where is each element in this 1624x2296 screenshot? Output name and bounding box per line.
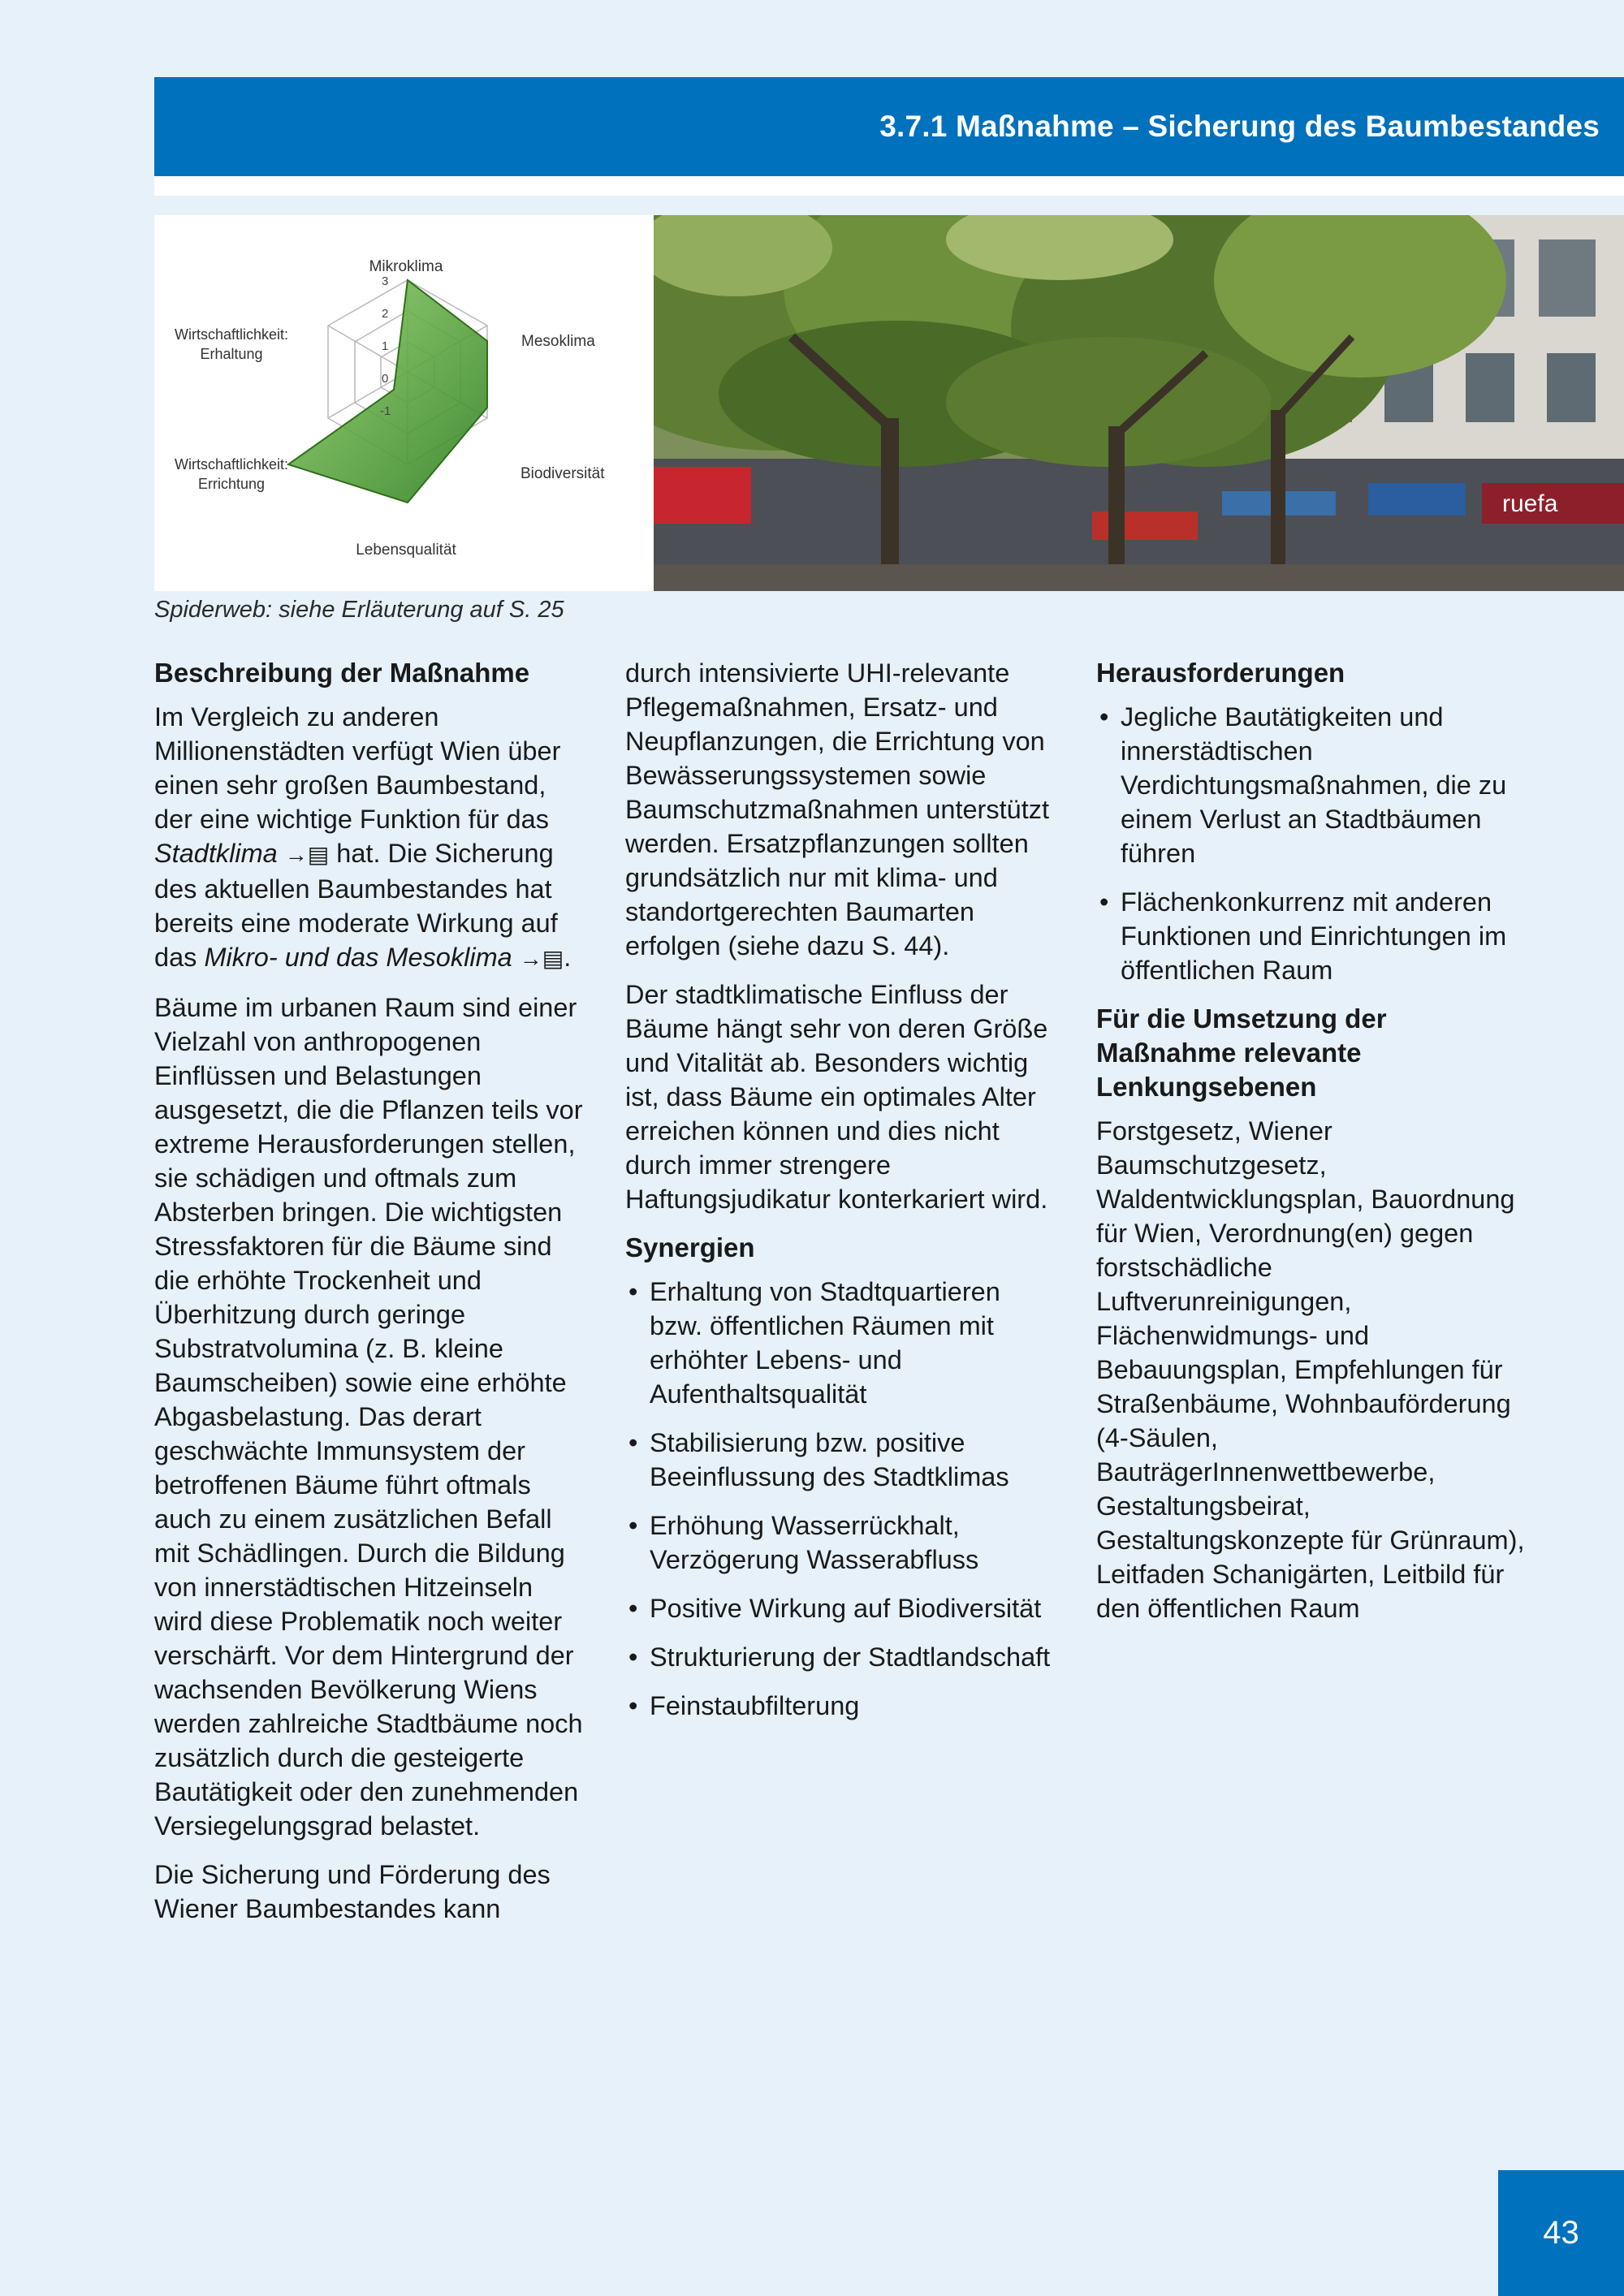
heading-herausforderungen: Herausforderungen — [1096, 658, 1345, 688]
spiderweb-chart — [154, 215, 654, 591]
paragraph-massnahmen: durch intensivierte UHI-relevante Pflegemaßnahmen, Ersatz- und Neupflanzungen, die Errichtung von Bewässerungssystemen sowie Baumschutzmaßnahmen unterstützt werden. Ersatzpflanzungen sollten grundsätzlich nur mit klima- und standortgerechten Baumarten erfolgen (siehe dazu S. 44). — [625, 658, 1050, 960]
list-item: • Strukturierung der Stadtlandschaft — [625, 1640, 1056, 1674]
shop-sign: ruefa — [1502, 490, 1558, 517]
header-bar — [154, 77, 1624, 176]
glossary-ref-icon: →▤ — [519, 946, 564, 971]
list-item: • Erhöhung Wasserrückhalt, Verzögerung Wasserabfluss — [625, 1508, 1056, 1577]
section-title: 3.7.1 Maßnahme – Sicherung des Baumbestandes — [879, 110, 1600, 143]
header-underline — [154, 176, 1624, 196]
list-item: • Stabilisierung bzw. positive Beeinflussung des Stadtklimas — [625, 1426, 1056, 1494]
heading-lenkungsebenen: Für die Umsetzung der Maßnahme relevante Lenkungsebenen — [1096, 1003, 1387, 1102]
scale-label: 0 — [382, 372, 389, 386]
heading-beschreibung: Beschreibung der Maßnahme — [154, 658, 530, 688]
axis-label-errichtung-1: Wirtschaftlichkeit: — [174, 456, 289, 473]
street-trees-photo — [654, 215, 1624, 591]
list-item: • Feinstaubfilterung — [625, 1689, 1056, 1723]
scale-label: 2 — [382, 307, 389, 321]
axis-label-erhaltung-1: Wirtschaftlichkeit: — [174, 326, 289, 343]
scale-label: 3 — [382, 274, 389, 288]
heading-synergien: Synergien — [625, 1232, 755, 1262]
spiderweb-svg — [154, 215, 654, 591]
axis-label-biodiversitaet: Biodiversität — [520, 465, 605, 482]
paragraph-intro: Im Vergleich zu anderen Millionenstädten verfügt Wien über einen sehr großen Baumbestand, der eine wichtige Funktion für das Stadtklima →▤ hat. Die Sicherung des aktuellen Baumbestandes hat bereits eine moderate Wirkung auf das Mikro- und das Mesoklima →▤. — [154, 702, 572, 972]
paragraph-stress: Bäume im urbanen Raum sind einer Vielzahl von anthropogenen Einflüssen und Belastungen ausgesetzt, die die Pflanzen teils vor extreme Herausforderungen stellen, sie schädigen und oftmals zum Absterben bringen. Die wichtigsten Stressfaktoren für die Bäume sind die erhöhte Trockenheit und Überhitzung durch geringe Substratvolumina (z. B. kleine Baumscheiben) sowie eine erhöhte Abgasbelastung. Das derart geschwächte Immunsystem der betroffenen Bäume führt oftmals auch zu einem zusätzlichen Befall mit Schädlingen. Durch die Bildung von innerstädtischen Hitzeinseln wird diese Problematik noch weiter verschärft. Vor dem Hintergrund der wachsenden Bevölkerung Wiens werden zahlreiche Stadtbäume noch zusätzlich durch die gesteigerte Bautätigkeit oder den zunehmenden Versiegelungsgrad belastet. — [154, 993, 583, 1841]
page-number: 43 — [1498, 2170, 1624, 2296]
scale-label: 1 — [382, 339, 389, 353]
list-item: • Positive Wirkung auf Biodiversität — [625, 1591, 1056, 1625]
list-item: • Erhaltung von Stadtquartieren bzw. öffentlichen Räumen mit erhöhter Lebens- und Aufenthaltsqualität — [625, 1275, 1056, 1411]
axis-label-mikroklima: Mikroklima — [369, 258, 443, 275]
paragraph-einfluss: Der stadtklimatische Einfluss der Bäume hängt sehr von deren Größe und Vitalität ab. Besonders wichtig ist, dass Bäume ein optimales Alter erreichen können und dies nicht durch immer strengere Haftungsjudikatur konterkariert wird. — [625, 980, 1048, 1214]
column-1 — [154, 656, 585, 1940]
figure-caption: Spiderweb: siehe Erläuterung auf S. 25 — [154, 597, 564, 623]
axis-label-erhaltung-2: Erhaltung — [200, 346, 263, 362]
list-item: • Jegliche Bautätigkeiten und innerstädtischen Verdichtungsmaßnahmen, die zu einem Verlust an Stadtbäumen führen — [1096, 700, 1527, 870]
axis-label-lebensqualitaet: Lebensqualität — [356, 542, 456, 559]
synergien-list — [625, 1275, 1056, 1723]
glossary-ref-icon: →▤ — [284, 842, 330, 867]
axis-label-mesoklima: Mesoklima — [521, 333, 595, 350]
column-2 — [625, 656, 1056, 1737]
list-item: • Flächenkonkurrenz mit anderen Funktionen und Einrichtungen im öffentlichen Raum — [1096, 885, 1527, 987]
scale-label: -1 — [380, 404, 391, 418]
photo-svg — [654, 215, 1624, 591]
column-3 — [1096, 656, 1527, 1640]
paragraph-foerderung: Die Sicherung und Förderung des Wiener Baumbestandes kann — [154, 1860, 551, 1923]
herausforderungen-list — [1096, 700, 1527, 987]
paragraph-lenkungsebenen: Forstgesetz, Wiener Baumschutzgesetz, Waldentwicklungsplan, Bauordnung für Wien, Verordnung(en) gegen forstschädliche Luftverunreinigungen, Flächenwidmungs- und Bebauungsplan, Empfehlungen für Straßenbäume, Wohnbauförderung (4-Säulen, BauträgerInnenwettbewerbe, Gestaltungsbeirat, Gestaltungskonzepte für Grünraum), Leitfaden Schanigärten, Leitbild für den öffentlichen Raum — [1096, 1116, 1525, 1623]
axis-label-errichtung-2: Errichtung — [197, 476, 266, 492]
